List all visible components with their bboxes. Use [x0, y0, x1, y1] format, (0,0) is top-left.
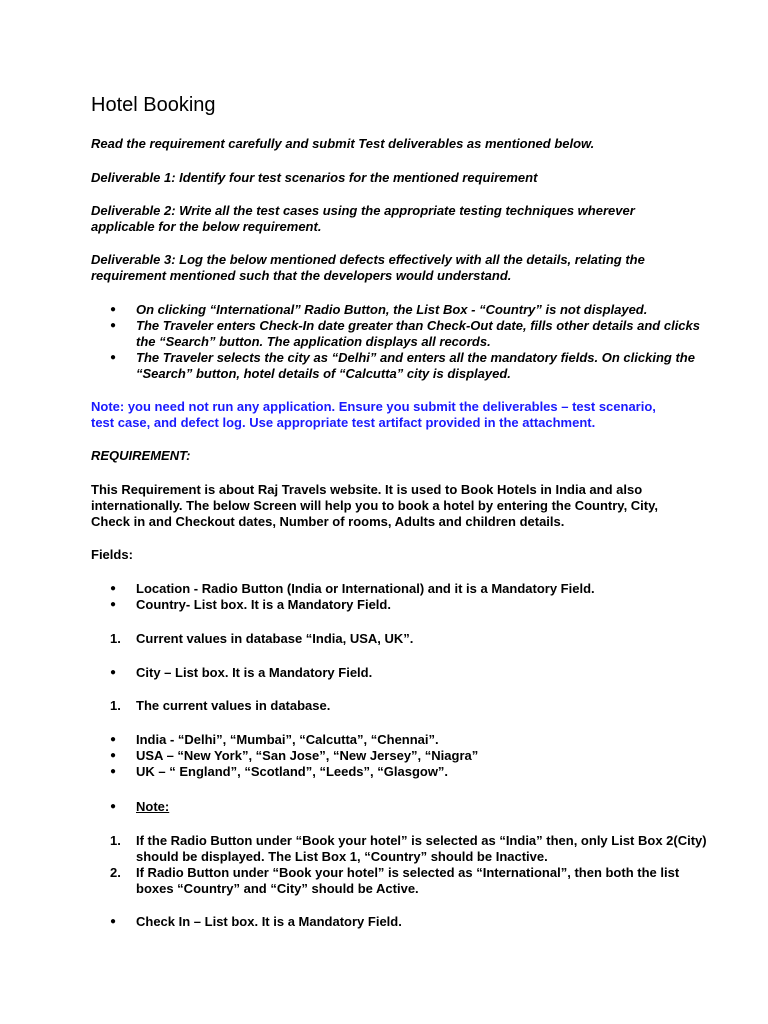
- defect-list: [91, 302, 711, 382]
- bullet-icon: ●: [110, 304, 117, 315]
- city-values-list: [91, 698, 691, 714]
- page-title: Hotel Booking: [91, 94, 216, 116]
- bullet-icon: ●: [110, 801, 117, 812]
- checkin-list: [91, 914, 691, 930]
- note-label: Note:: [136, 799, 170, 814]
- requirement-text: This Requirement is about Raj Travels website. It is used to Book Hotels in India and also internationally. The below Screen will help you to book a hotel by entering the Country, City, Check in and Checkout dates, Number of rooms, Adults and children details.: [91, 482, 659, 529]
- list-item: [91, 799, 691, 815]
- list-item: ● UK – “ England”, “Scotland”, “Leeds”, “Glasgow”.: [110, 764, 449, 779]
- fields-heading: Fields:: [91, 547, 133, 562]
- bullet-icon: ●: [110, 583, 117, 594]
- list-item: 1. The current values in database.: [110, 698, 331, 713]
- list-item: ● Check In – List box. It is a Mandatory Field.: [110, 914, 402, 929]
- deliverable-2: Deliverable 2: Write all the test cases using the appropriate testing techniques wherever applicable for the below requirement.: [91, 203, 635, 234]
- fields-list: [91, 581, 711, 613]
- bullet-icon: ●: [110, 734, 117, 745]
- list-item: ● India - “Delhi”, “Mumbai”, “Calcutta”, “Chennai”.: [110, 732, 439, 747]
- bullet-icon: ●: [110, 766, 117, 777]
- list-item: ● Location - Radio Button (India or International) and it is a Mandatory Field.: [110, 581, 595, 596]
- intro-text: Read the requirement carefully and submit Test deliverables as mentioned below.: [91, 136, 595, 151]
- requirement-heading: REQUIREMENT:: [91, 448, 191, 463]
- list-item: ● The Traveler enters Check-In date greater than Check-Out date, fills other details and clicks the “Search” button. The application displays all records.: [110, 318, 700, 349]
- list-item: ● The Traveler selects the city as “Delhi” and enters all the mandatory fields. On clicking the “Search” button, hotel details of “Calcutta” city is displayed.: [110, 350, 695, 381]
- country-values-list: [91, 631, 691, 647]
- bullet-icon: ●: [110, 320, 117, 331]
- list-item: ● USA – “New York”, “San Jose”, “New Jersey”, “Niagra”: [110, 748, 479, 763]
- list-item: ● City – List box. It is a Mandatory Field.: [110, 665, 373, 680]
- deliverable-3: Deliverable 3: Log the below mentioned defects effectively with all the details, relating the requirement mentioned such that the developers would understand.: [91, 252, 645, 283]
- city-field-list: [91, 665, 691, 681]
- note-text: Note: you need not run any application. Ensure you submit the deliverables – test scenario, test case, and defect log. Use appropriate test artifact provided in the attachment.: [91, 399, 656, 430]
- list-item: ● Country- List box. It is a Mandatory Field.: [110, 597, 391, 612]
- list-item: ● On clicking “International” Radio Button, the List Box - “Country” is not displayed.: [110, 302, 648, 317]
- list-item: 2. If Radio Button under “Book your hotel” is selected as “International”, then both the list boxes “Country” and “City” should be Active.: [110, 865, 680, 896]
- notes-list: [91, 833, 711, 897]
- bullet-icon: ●: [110, 599, 117, 610]
- list-item: 1. If the Radio Button under “Book your hotel” is selected as “India” then, only List Box 2(City) should be displayed. The List Box 1, “Country” should be Inactive.: [110, 833, 707, 864]
- cities-list: [91, 732, 691, 780]
- bullet-icon: ●: [110, 352, 117, 363]
- bullet-icon: ●: [110, 667, 117, 678]
- bullet-icon: ●: [110, 750, 117, 761]
- note-label-list: [91, 799, 691, 815]
- deliverable-1: Deliverable 1: Identify four test scenarios for the mentioned requirement: [91, 170, 538, 185]
- list-item: 1. Current values in database “India, USA, UK”.: [110, 631, 414, 646]
- bullet-icon: ●: [110, 916, 117, 927]
